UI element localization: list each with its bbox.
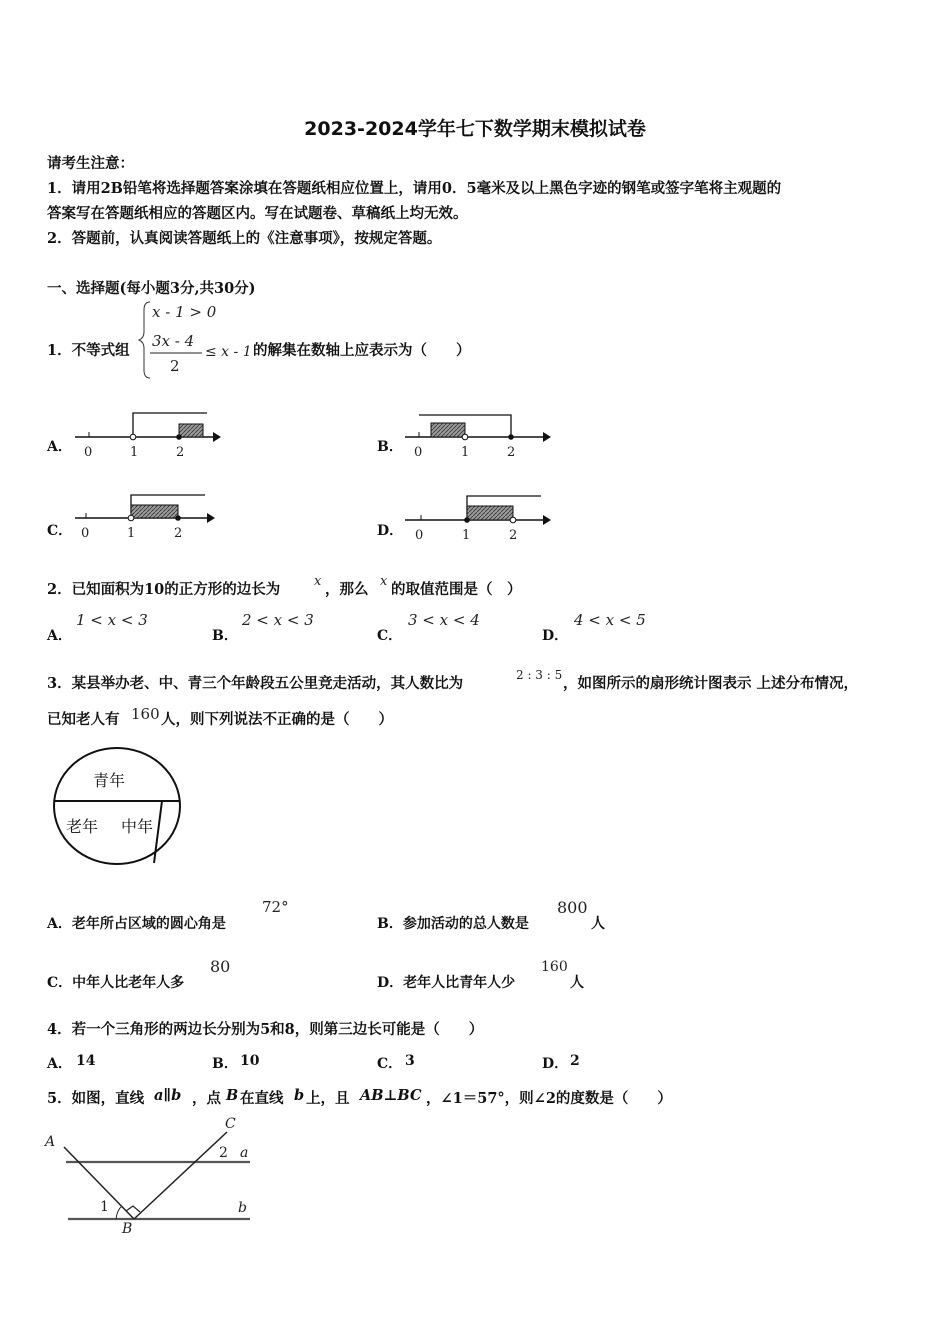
q2-option-b-expr[interactable]: 2 < x < 3 — [242, 611, 314, 629]
q1-c-tick-2: 2 — [174, 526, 183, 541]
q1-option-b-numberline[interactable] — [405, 405, 555, 465]
q5-expr-parallel: a∥b — [154, 1087, 182, 1104]
q1-b-tick-1: 1 — [461, 445, 470, 460]
q4-option-d-label[interactable]: D． — [542, 1056, 569, 1072]
q3-line-2b: 人，则下列说法不正确的是（ ） — [161, 711, 393, 728]
q1-prefix: 1．不等式组 — [47, 342, 130, 359]
q1-option-d-numberline[interactable] — [405, 488, 555, 548]
q5-text-c: 在直线 — [240, 1090, 284, 1107]
q3-option-c-value[interactable]: 80 — [210, 957, 231, 976]
q4-option-b-value[interactable]: 10 — [240, 1053, 260, 1069]
q5-text-d: 上，且 — [306, 1090, 350, 1107]
q1-option-c-label[interactable]: C． — [47, 523, 73, 539]
q5-line-b: b — [294, 1087, 305, 1104]
q3-option-a-text[interactable]: A．老年所占区域的圆心角是 — [47, 916, 226, 932]
q1-brace — [138, 300, 152, 380]
q5-point-b: B — [226, 1087, 239, 1104]
q1-fraction-bar — [150, 352, 202, 354]
q1-d-tick-1: 1 — [462, 528, 471, 543]
q1-a-tick-0: 0 — [84, 445, 93, 460]
q4-option-b-label[interactable]: B． — [212, 1056, 238, 1072]
q1-c-tick-0: 0 — [81, 526, 90, 541]
q5-figure-angle-1: 1 — [100, 1199, 109, 1215]
q2-var-2: x — [380, 574, 388, 589]
q2-option-b-label[interactable]: B． — [212, 628, 238, 644]
q3-pie-label-middle: 中年 — [121, 817, 154, 836]
q2-var-1: x — [314, 574, 322, 589]
q4-option-c-value[interactable]: 3 — [405, 1053, 415, 1069]
q3-option-d-value[interactable]: 160 — [541, 959, 568, 975]
notice-line-1b: 答案写在答题纸相应的答题区内。写在试题卷、草稿纸上均无效。 — [47, 205, 468, 222]
q1-b-tick-2: 2 — [507, 445, 516, 460]
q2-option-a-expr[interactable]: 1 < x < 3 — [76, 611, 148, 629]
q1-inequality-2-rhs: ≤ x - 1 — [205, 344, 252, 360]
notice-line-1a: 1．请用2B铅笔将选择题答案涂填在答题纸相应位置上，请用0．5毫米及以上黑色字迹的钢笔或签字笔将主观题的 — [47, 180, 782, 197]
q1-b-tick-0: 0 — [414, 445, 423, 460]
q1-option-b-label[interactable]: B． — [377, 439, 403, 455]
q1-option-d-label[interactable]: D． — [377, 523, 404, 539]
q1-fraction-denominator: 2 — [170, 357, 180, 375]
q5-figure-label-c-point: C — [225, 1116, 236, 1132]
q5-text-b: ，点 — [192, 1090, 221, 1107]
q3-option-b-value[interactable]: 800 — [557, 898, 588, 917]
q1-inequality-1: x - 1 > 0 — [152, 303, 217, 321]
q5-figure-label-a-point: A — [45, 1134, 56, 1150]
q3-line-1a: 3．某县举办老、中、青三个年龄段五公里竞走活动，其人数比为 — [47, 675, 464, 692]
q3-option-a-value[interactable]: 72° — [262, 898, 289, 916]
section-heading: 一、选择题(每小题3分,共30分) — [47, 280, 256, 297]
q5-text-a: 5．如图，直线 — [47, 1090, 145, 1107]
q1-a-tick-1: 1 — [130, 445, 139, 460]
q2-text-b: ，那么 — [325, 581, 369, 598]
q4-option-a-value[interactable]: 14 — [76, 1053, 96, 1069]
q1-suffix: 的解集在数轴上应表示为（ ） — [253, 342, 471, 359]
q2-option-c-label[interactable]: C． — [377, 628, 403, 644]
q2-option-a-label[interactable]: A． — [47, 628, 72, 644]
q5-figure-label-b-point: B — [122, 1221, 133, 1237]
q2-option-d-label[interactable]: D． — [542, 628, 569, 644]
q3-pie-chart — [50, 745, 190, 869]
q4-text: 4．若一个三角形的两边长分别为5和8，则第三边长可能是（ ） — [47, 1021, 484, 1038]
q1-a-tick-2: 2 — [176, 445, 185, 460]
notice-heading: 请考生注意： — [47, 155, 134, 172]
q5-figure-label-a-line: a — [240, 1145, 249, 1161]
q5-figure-label-b-line: b — [238, 1200, 247, 1216]
q4-option-a-label[interactable]: A． — [47, 1056, 72, 1072]
q5-text-e: ，∠1＝57°，则∠2的度数是（ ） — [426, 1090, 672, 1107]
q3-line-1b: ，如图所示的扇形统计图表示 上述分布情况， — [563, 675, 859, 692]
q3-line-2a: 已知老人有 — [47, 711, 120, 728]
q4-option-c-label[interactable]: C． — [377, 1056, 403, 1072]
q1-fraction-numerator: 3x - 4 — [152, 332, 195, 350]
notice-line-2: 2．答题前，认真阅读答题纸上的《注意事项》，按规定答题。 — [47, 230, 442, 247]
q2-option-d-expr[interactable]: 4 < x < 5 — [574, 611, 646, 629]
q3-option-c-text[interactable]: C．中年人比老年人多 — [47, 975, 185, 991]
q1-c-tick-1: 1 — [127, 526, 136, 541]
q3-option-b-unit[interactable]: 人 — [591, 916, 605, 932]
q3-option-d-unit[interactable]: 人 — [570, 975, 584, 991]
q3-pie-label-young: 青年 — [93, 771, 126, 790]
q3-pie-label-old: 老年 — [66, 817, 99, 836]
q3-option-b-text[interactable]: B．参加活动的总人数是 — [377, 916, 529, 932]
q3-ratio: 2 : 3 : 5 — [516, 668, 563, 682]
q5-expr-perpendicular: AB⊥BC — [360, 1087, 422, 1104]
q2-option-c-expr[interactable]: 3 < x < 4 — [408, 611, 480, 629]
q3-number: 160 — [131, 705, 160, 723]
q2-text-c: 的取值范围是（ ） — [391, 581, 522, 598]
q4-option-d-value[interactable]: 2 — [570, 1053, 580, 1069]
q1-option-a-numberline[interactable] — [75, 405, 225, 465]
q3-option-d-text[interactable]: D．老年人比青年人少 — [377, 975, 516, 991]
q1-option-c-numberline[interactable] — [75, 488, 225, 548]
q5-figure-angle-2: 2 — [219, 1145, 228, 1161]
q1-d-tick-2: 2 — [509, 528, 518, 543]
q1-option-a-label[interactable]: A． — [47, 439, 72, 455]
q2-text-a: 2．已知面积为10的正方形的边长为 — [47, 581, 281, 598]
page-title: 2023-2024学年七下数学期末模拟试卷 — [304, 118, 646, 140]
q1-d-tick-0: 0 — [415, 528, 424, 543]
